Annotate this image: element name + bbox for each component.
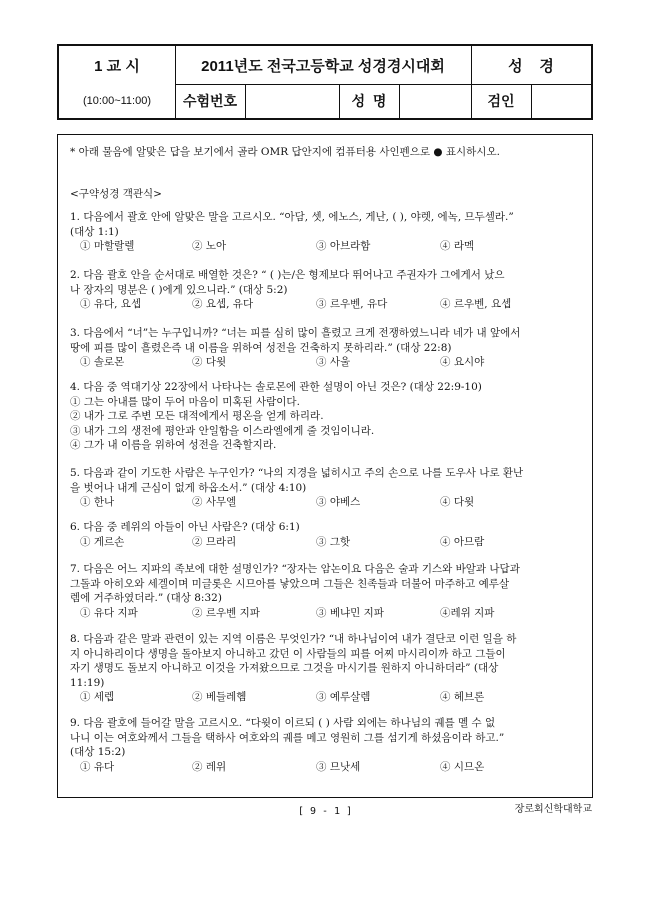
- answer-options: [70, 297, 582, 312]
- question-text-line: 그돌과 아히오와 세겔이며 미글롯은 시므아를 낳았으며 그들은 친족들과 더불어 마주하고 예루살: [70, 577, 510, 590]
- answer-option-3[interactable]: ③ 아브라함: [316, 240, 371, 252]
- exam-header: [57, 44, 593, 120]
- answer-option-1[interactable]: ① 게르손: [80, 535, 125, 548]
- answer-option-2[interactable]: ② 므라리: [192, 535, 237, 548]
- question-text-line: 8. 다음과 같은 말과 관련이 있는 지역 이름은 무엇인가? “내 하나님이여 내가 결단코 이런 일을 하: [70, 633, 517, 645]
- section-title: <구약성경 객관식>: [70, 188, 162, 200]
- answer-option-1[interactable]: ① 유다: [80, 760, 115, 773]
- question-text-line: (대상 15:2): [70, 746, 126, 758]
- question-text-line: 6. 다음 중 레위의 아들이 아닌 사람은? (대상 6:1): [70, 521, 300, 533]
- question-5: [70, 466, 582, 510]
- answer-option-4[interactable]: ④ 시므온: [440, 760, 485, 773]
- answer-option-1[interactable]: ① 유다 지파: [80, 606, 138, 619]
- answer-option-2[interactable]: ② 베들레헴: [192, 691, 247, 703]
- answer-option-2[interactable]: ② 노아: [192, 240, 227, 252]
- question-text-line: 4. 다음 중 역대기상 22장에서 나타나는 솔로몬에 관한 설명이 아닌 것은? (대상 22:9-10): [70, 381, 482, 393]
- name-field[interactable]: [399, 84, 471, 118]
- exam-number-label: 수험번호: [182, 93, 238, 109]
- question-6: [70, 520, 582, 549]
- time-label: (10:00~11:00): [83, 95, 151, 107]
- question-text-line: 나니 이는 여호와께서 그들을 택하사 여호와의 궤를 메고 영원히 그를 섬기게 하셨음이라 하고.”: [70, 731, 505, 744]
- answer-option-2[interactable]: ② 르우벤 지파: [192, 606, 260, 619]
- question-text-line: ④ 그가 내 이름을 위하여 성전을 건축할지라.: [70, 439, 277, 451]
- answer-option-3[interactable]: ③ 므낫세: [316, 760, 361, 773]
- question-text-line: ② 내가 그로 주변 모든 대적에게서 평온을 얻게 하리라.: [70, 410, 324, 422]
- answer-option-3[interactable]: ③ 르우벤, 유다: [316, 298, 388, 310]
- answer-options: [70, 535, 582, 550]
- answer-option-3[interactable]: ③ 베냐민 지파: [316, 606, 384, 619]
- answer-option-4[interactable]: ④ 요시야: [440, 356, 485, 368]
- question-text-line: 2. 다음 괄호 안을 순서대로 배열한 것은? “ ( )는/은 형제보다 뛰어나고 주권자가 그에게서 났으: [70, 269, 505, 281]
- answer-option-4[interactable]: ④ 헤브론: [440, 691, 485, 703]
- question-text-line: 1. 다음에서 괄호 안에 알맞은 말을 고르시오. “아담, 셋, 에노스, 게난, ( ), 야렛, 에녹, 므두셀라.”: [70, 211, 514, 223]
- answer-option-1[interactable]: ① 마할랄렐: [80, 240, 135, 252]
- question-text-line: 9. 다음 괄호에 들어갈 말을 고르시오. “다윗이 이르되 ( ) 사람 외에는 하나님의 궤를 멜 수 없: [70, 717, 496, 729]
- question-4: [70, 380, 582, 453]
- answer-option-4[interactable]: ④ 다윗: [440, 496, 475, 508]
- question-text-line: 5. 다음과 같이 기도한 사람은 누구인가? “나의 지경을 넓히시고 주의 손으로 나를 도우사 나로 환난: [70, 467, 524, 479]
- question-text-line: (대상 1:1): [70, 225, 119, 238]
- exam-title: 2011년도 전국고등학교 성경경시대회: [201, 57, 445, 75]
- answer-option-3[interactable]: ③ 그핫: [316, 535, 351, 548]
- check-label: 검인: [487, 93, 515, 109]
- answer-option-1[interactable]: ① 유다, 요셉: [80, 298, 142, 310]
- question-text-line: 나 장자의 명분은 ( )에게 있으니라.” (대상 5:2): [70, 283, 288, 296]
- answer-options: [70, 355, 582, 370]
- question-9: [70, 716, 582, 774]
- answer-option-1[interactable]: ① 한나: [80, 496, 115, 508]
- answer-option-2[interactable]: ② 다윗: [192, 356, 227, 368]
- answer-option-3[interactable]: ③ 예루살렘: [316, 691, 371, 703]
- instruction-text: * 아래 물음에 알맞은 답을 보기에서 골라 OMR 답안지에 컴퓨터용 사인펜으로 ● 표시하시오.: [70, 146, 500, 158]
- answer-options: [70, 606, 582, 621]
- question-7: [70, 562, 582, 620]
- question-1: [70, 210, 582, 254]
- answer-option-4[interactable]: ④ 아므람: [440, 535, 485, 548]
- school-name: 장로회신학대학교: [514, 804, 592, 815]
- exam-number-field[interactable]: [245, 84, 339, 118]
- answer-option-3[interactable]: ③ 야베스: [316, 496, 361, 508]
- question-text-line: 지 아니하리이다 생명을 돌아보지 아니하고 갔던 이 사람들의 피를 어찌 마시리이까 하고 그들이: [70, 647, 506, 660]
- question-3: [70, 326, 582, 370]
- page-number: [ 9 - 1 ]: [297, 806, 353, 817]
- answer-options: [70, 760, 582, 775]
- name-label: 성 명: [351, 93, 387, 109]
- answer-options: [70, 239, 582, 254]
- answer-option-1[interactable]: ① 솔로몬: [80, 356, 125, 368]
- answer-option-2[interactable]: ② 사무엘: [192, 496, 237, 508]
- check-field: [531, 84, 591, 118]
- answer-option-3[interactable]: ③ 사울: [316, 356, 351, 368]
- answer-option-4[interactable]: ④ 라멕: [440, 240, 475, 252]
- question-text-line: 렘에 거주하였더라.” (대상 8:32): [70, 592, 222, 604]
- question-text-line: 7. 다음은 어느 지파의 족보에 대한 설명인가? “장자는 암논이요 다음은 술과 기스와 바알과 나답과: [70, 563, 520, 575]
- answer-option-2[interactable]: ② 레위: [192, 760, 227, 773]
- subject-label: 성 경: [508, 57, 554, 75]
- question-text-line: 땅에 피를 많이 흘렸은즉 내 이름을 위하여 성전을 건축하지 못하리라.” (대상 22:8): [70, 341, 452, 354]
- question-text-line: 자기 생명도 돌보지 아니하고 이것을 가져왔으므로 그것을 마시기를 원하지 아니하더라” (대상: [70, 662, 499, 674]
- question-text-line: ① 그는 아내를 많이 두어 마음이 미혹된 사람이다.: [70, 395, 300, 408]
- question-8: [70, 632, 582, 705]
- answer-option-2[interactable]: ② 요셉, 유다: [192, 298, 254, 310]
- answer-options: [70, 690, 582, 705]
- period-label: 1 교 시: [94, 57, 140, 75]
- question-2: [70, 268, 582, 312]
- answer-option-4[interactable]: ④ 르우벤, 요셉: [440, 298, 512, 310]
- answer-option-1[interactable]: ① 세렙: [80, 691, 115, 703]
- question-text-line: 3. 다음에서 “너”는 누구입니까? “너는 피를 심히 많이 흘렸고 크게 전쟁하였느니라 네가 내 앞에서: [70, 327, 521, 339]
- answer-options: [70, 495, 582, 510]
- question-text-line: 을 벗어나 내게 근심이 없게 하옵소서.” (대상 4:10): [70, 481, 307, 494]
- question-text-line: 11:19): [70, 676, 105, 689]
- question-text-line: ③ 내가 그의 생전에 평안과 안일함을 이스라엘에게 줄 것임이니라.: [70, 424, 375, 437]
- answer-option-4[interactable]: ④레위 지파: [440, 606, 495, 619]
